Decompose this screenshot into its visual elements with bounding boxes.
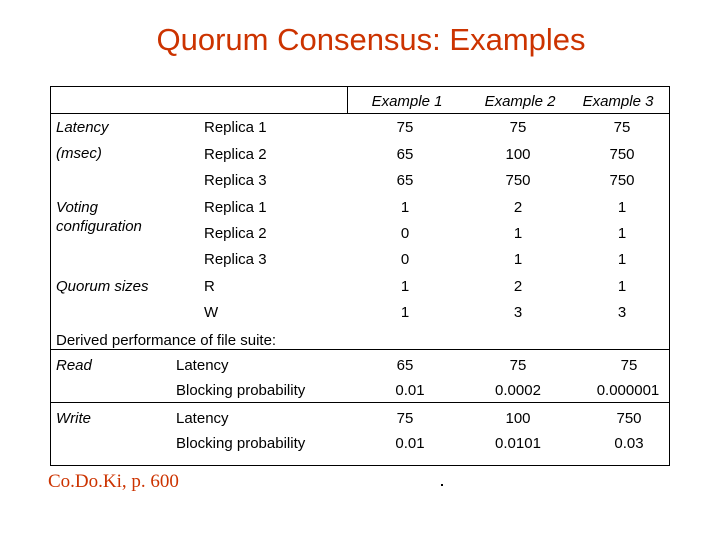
section-label-configuration: configuration: [56, 218, 142, 235]
table-cell: 0.03: [614, 435, 644, 452]
row-label: Latency: [176, 410, 229, 427]
quorum-examples-table: [50, 86, 670, 466]
derived-divider: [50, 349, 670, 350]
table-cell: 0.01: [395, 435, 425, 452]
table-cell: 100: [505, 410, 531, 427]
table-cell: 75: [620, 357, 638, 374]
row-label: Replica 2: [204, 146, 267, 163]
header-divider: [50, 113, 670, 114]
table-cell: 75: [509, 119, 527, 136]
table-cell: 2: [513, 278, 523, 295]
column-header-example-1: Example 1: [371, 93, 443, 110]
table-cell: 1: [617, 225, 627, 242]
table-cell: 0: [400, 225, 410, 242]
table-cell: 1: [617, 251, 627, 268]
section-label-write: Write: [56, 410, 91, 427]
row-label: R: [204, 278, 215, 295]
row-label: Replica 3: [204, 251, 267, 268]
row-label: Latency: [176, 357, 229, 374]
row-label: Replica 1: [204, 119, 267, 136]
table-cell: 1: [400, 304, 410, 321]
source-reference: Co.Do.Ki, p. 600: [48, 471, 179, 492]
table-cell: 0: [400, 251, 410, 268]
table-cell: 1: [400, 278, 410, 295]
section-label-voting: Voting: [56, 199, 98, 216]
table-cell: 2: [513, 199, 523, 216]
table-cell: 3: [513, 304, 523, 321]
read-write-divider: [50, 402, 670, 403]
table-cell: 75: [509, 357, 527, 374]
table-cell: 65: [396, 172, 414, 189]
column-header-example-3: Example 3: [582, 93, 654, 110]
table-cell: 75: [613, 119, 631, 136]
table-cell: 75: [396, 410, 414, 427]
row-label: Replica 2: [204, 225, 267, 242]
row-label: W: [204, 304, 219, 321]
table-cell: 1: [400, 199, 410, 216]
row-label: Blocking probability: [176, 435, 306, 452]
section-label-read: Read: [56, 357, 92, 374]
table-cell: 750: [505, 172, 531, 189]
table-cell: 1: [513, 225, 523, 242]
column-header-example-2: Example 2: [484, 93, 556, 110]
header-column-divider: [347, 86, 348, 113]
table-cell: 1: [513, 251, 523, 268]
table-cell: 3: [617, 304, 627, 321]
table-cell: 0.0002: [495, 382, 541, 399]
row-label: Blocking probability: [176, 382, 306, 399]
row-label: Replica 3: [204, 172, 267, 189]
table-cell: 0.01: [395, 382, 425, 399]
table-cell: 65: [396, 357, 414, 374]
table-cell: 0.0101: [495, 435, 541, 452]
slide-title: Quorum Consensus: Examples: [156, 22, 586, 57]
stray-dot: [441, 484, 443, 486]
table-cell: 750: [609, 146, 635, 163]
section-label-quorum-sizes: Quorum sizes: [56, 278, 149, 295]
row-label: Replica 1: [204, 199, 267, 216]
table-cell: 0.000001: [596, 382, 660, 399]
section-label-latency: Latency: [56, 119, 109, 136]
table-cell: 100: [505, 146, 531, 163]
derived-performance-label: Derived performance of file suite:: [56, 332, 277, 349]
table-cell: 1: [617, 199, 627, 216]
table-cell: 750: [616, 410, 642, 427]
section-label-msec: (msec): [56, 145, 102, 162]
table-cell: 65: [396, 146, 414, 163]
table-cell: 750: [609, 172, 635, 189]
table-cell: 1: [617, 278, 627, 295]
table-cell: 75: [396, 119, 414, 136]
